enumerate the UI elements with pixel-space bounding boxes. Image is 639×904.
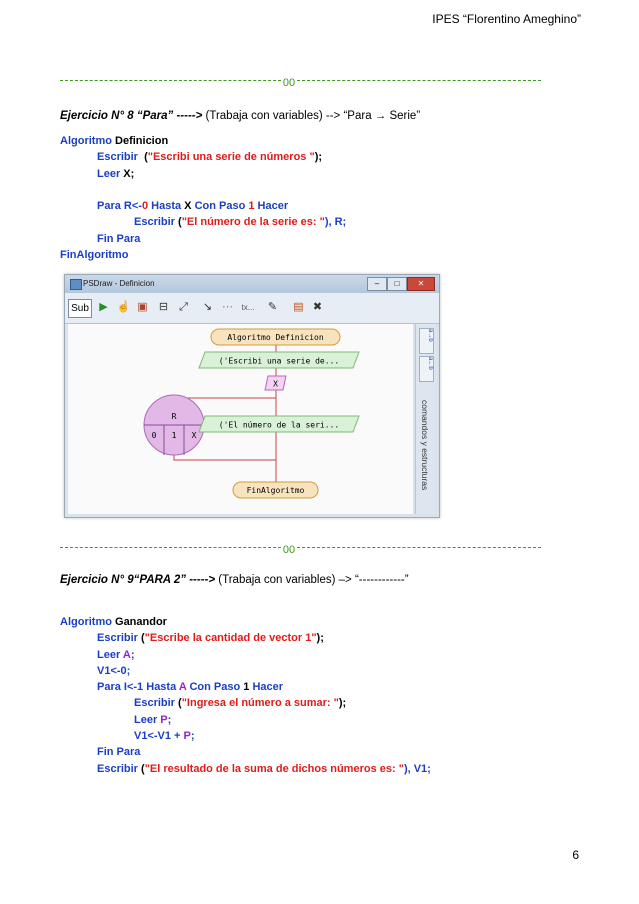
code-keyword: Para bbox=[97, 681, 121, 694]
code-variable: A bbox=[176, 681, 187, 694]
code-text: ; bbox=[167, 713, 172, 726]
code-keyword: Con Paso bbox=[186, 681, 241, 694]
minimize-button[interactable]: – bbox=[367, 277, 387, 291]
code-keyword: Algoritmo bbox=[60, 616, 112, 628]
code-keyword: Hacer bbox=[249, 681, 284, 694]
window-title: PSDraw - Definicion bbox=[83, 279, 155, 288]
sub-button[interactable]: Sub bbox=[68, 299, 92, 318]
zoom-out-icon[interactable]: ⊟ bbox=[158, 301, 169, 313]
code-text: ( bbox=[137, 632, 145, 645]
code-keyword: Escribir bbox=[97, 151, 138, 164]
code-text: ; bbox=[130, 167, 135, 180]
code-line bbox=[60, 744, 431, 760]
loop-var-label: R bbox=[171, 412, 177, 421]
code-line bbox=[60, 166, 346, 182]
read-label: X bbox=[273, 379, 278, 389]
section-separator bbox=[60, 77, 545, 91]
code-number: 1 bbox=[240, 681, 250, 694]
exercise-9-title-rest: (Trabaja con variables) –> “------------” bbox=[215, 574, 409, 586]
code-keyword: Leer bbox=[134, 713, 158, 726]
code-text: X bbox=[181, 200, 192, 213]
code-keyword: Escribir bbox=[134, 216, 175, 229]
code-line bbox=[60, 712, 431, 728]
code-string: "Escribe la cantidad de vector 1" bbox=[144, 632, 317, 645]
code-line bbox=[60, 614, 431, 630]
exercise-9-title-bold: Ejercicio N° 9“PARA 2” -----> bbox=[60, 574, 216, 586]
code-line-blank bbox=[60, 182, 346, 198]
code-string: "Ingresa el número a sumar: " bbox=[181, 697, 339, 710]
save-icon[interactable]: ▣ bbox=[137, 301, 148, 313]
flowchart-canvas bbox=[68, 324, 413, 514]
exercise-9-title bbox=[60, 574, 409, 586]
code-text: ), V1; bbox=[403, 762, 431, 775]
window-titlebar bbox=[65, 275, 439, 293]
loop-init-label: 0 bbox=[151, 431, 157, 440]
output-1-label: ('Escribi una serie de... bbox=[218, 356, 340, 366]
exercise-8-title-bold: Ejercicio N° 8 “Para” -----> bbox=[60, 110, 203, 122]
code-keyword: Hasta bbox=[148, 200, 182, 213]
code-keyword: Escribir bbox=[134, 697, 175, 710]
code-text: I<-1 bbox=[120, 681, 144, 694]
code-keyword: Algoritmo bbox=[60, 135, 112, 147]
code-string: "El número de la serie es: " bbox=[181, 216, 325, 229]
code-text: X bbox=[120, 167, 131, 180]
section-separator bbox=[60, 544, 545, 558]
code-text: ( bbox=[137, 151, 148, 164]
code-line bbox=[60, 728, 431, 744]
edit-icon[interactable]: ✎ bbox=[267, 301, 278, 313]
code-keyword: Fin Para bbox=[97, 746, 141, 759]
code-text: V1<-0; bbox=[97, 664, 131, 677]
psdraw-window bbox=[64, 274, 440, 518]
code-line bbox=[60, 647, 431, 663]
code-number: 1 bbox=[245, 200, 255, 213]
loop-step-label: 1 bbox=[171, 431, 177, 440]
document-header: IPES “Florentino Ameghino” bbox=[432, 12, 581, 26]
maximize-button[interactable]: □ bbox=[387, 277, 407, 291]
comment-icon[interactable]: ⋯ bbox=[222, 301, 233, 313]
close-button[interactable]: ✕ bbox=[407, 277, 435, 291]
app-icon bbox=[70, 279, 82, 290]
code-string: "Escribi una serie de números " bbox=[147, 151, 315, 164]
code-text: ); bbox=[338, 697, 347, 710]
tools-icon[interactable]: ✖ bbox=[312, 301, 323, 313]
code-text: ); bbox=[314, 151, 323, 164]
exercise-8-title-rest: (Trabaja con variables) --> “Para → Serie” bbox=[202, 110, 421, 122]
code-text: Ganandor bbox=[111, 616, 167, 628]
code-keyword: Para bbox=[97, 200, 121, 213]
code-keyword: Escribir bbox=[97, 762, 138, 775]
code-text: ( bbox=[174, 697, 182, 710]
code-text: ); bbox=[316, 632, 324, 645]
code-line bbox=[60, 679, 431, 695]
code-keyword: Hasta bbox=[143, 681, 177, 694]
code-line bbox=[60, 663, 431, 679]
text-tool-button[interactable]: tx... bbox=[241, 303, 255, 312]
code-line bbox=[60, 214, 346, 230]
code-line bbox=[60, 231, 346, 247]
arrow-tool-icon[interactable]: ↘ bbox=[202, 301, 213, 313]
code-text: ), R; bbox=[324, 216, 347, 229]
sidebar-tab-read[interactable]: a←b bbox=[419, 356, 434, 382]
loop-end-label: X bbox=[191, 431, 197, 440]
code-keyword: Fin Para bbox=[97, 232, 141, 245]
code-text: <- bbox=[131, 200, 142, 213]
code-keyword: Hacer bbox=[254, 200, 289, 213]
run-icon[interactable]: ▶ bbox=[99, 301, 108, 313]
code-line bbox=[60, 761, 431, 777]
end-label: FinAlgoritmo bbox=[246, 486, 305, 495]
code-line bbox=[60, 198, 346, 214]
code-keyword: Leer bbox=[97, 648, 121, 661]
code-keyword: Escribir bbox=[97, 632, 138, 645]
code-text: ( bbox=[137, 762, 145, 775]
code-number: 0 bbox=[141, 200, 149, 213]
commands-sidebar bbox=[415, 324, 436, 514]
code-keyword: FinAlgoritmo bbox=[60, 249, 129, 262]
code-text: Definicion bbox=[111, 135, 169, 147]
step-icon[interactable]: ☝ bbox=[116, 301, 131, 313]
code-text: ; bbox=[190, 730, 195, 743]
code-keyword: Con Paso bbox=[191, 200, 246, 213]
code-line bbox=[60, 630, 431, 646]
code-variable: P bbox=[157, 713, 168, 726]
flowchart-svg bbox=[68, 324, 413, 514]
code-variable: A bbox=[120, 648, 131, 661]
code-line bbox=[60, 133, 346, 149]
code-text: R bbox=[120, 200, 132, 213]
exercise-8-title bbox=[60, 110, 420, 122]
code-variable: P bbox=[183, 730, 191, 743]
zoom-fit-icon[interactable]: ⤢ bbox=[179, 301, 188, 313]
toolbar bbox=[65, 293, 439, 324]
code-text: V1<-V1 + bbox=[134, 730, 184, 743]
sidebar-label[interactable]: comandos y estructuras bbox=[420, 400, 430, 491]
output-2-label: ('El número de la seri... bbox=[218, 420, 340, 430]
help-icon[interactable]: ▤ bbox=[293, 301, 304, 313]
code-line bbox=[60, 247, 346, 263]
code-text: ; bbox=[130, 648, 135, 661]
exercise-8-code bbox=[60, 133, 346, 263]
code-text: ( bbox=[174, 216, 182, 229]
code-line bbox=[60, 695, 431, 711]
code-line bbox=[60, 149, 346, 165]
page-number: 6 bbox=[572, 848, 579, 862]
code-keyword: Leer bbox=[97, 167, 121, 180]
start-label: Algoritmo Definicion bbox=[227, 333, 324, 342]
code-string: "El resultado de la suma de dichos números es: " bbox=[144, 762, 404, 775]
separator-marker: 00 bbox=[282, 544, 296, 556]
exercise-9-code bbox=[60, 614, 431, 777]
separator-marker: 00 bbox=[282, 77, 296, 89]
sidebar-tab-assign[interactable]: a→b bbox=[419, 328, 434, 354]
